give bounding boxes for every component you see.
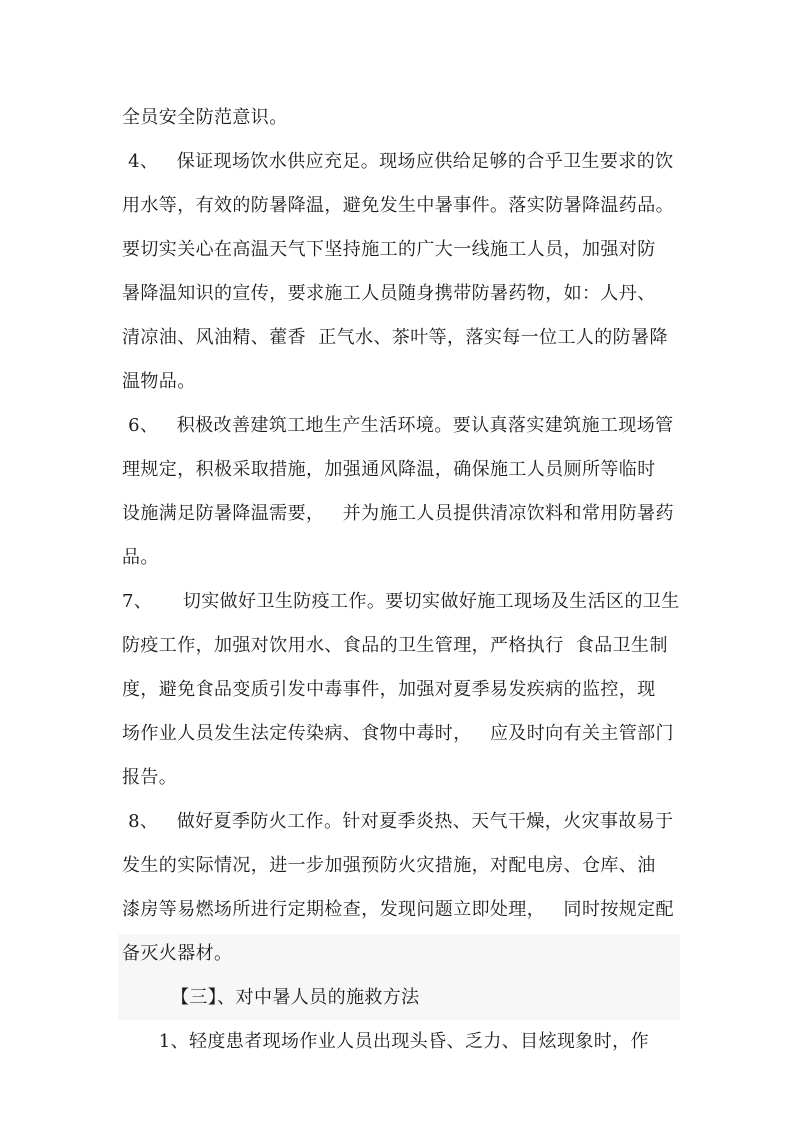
- text-line: 温物品。: [122, 371, 196, 392]
- text-line: 理规定，积极采取措施，加强通风降温，确保施工人员厕所等临时: [122, 459, 656, 480]
- text-line: 发生的实际情况，进一步加强预防火灾措施，对配电房、仓库、油: [122, 855, 656, 876]
- text-line: 全员安全防范意识。: [122, 107, 288, 128]
- text-line: 备灭火器材。: [122, 943, 233, 964]
- text-line: 用水等，有效的防暑降温，避免发生中暑事件。落实防暑降温药品。: [122, 195, 674, 216]
- text-line: 1、轻度患者现场作业人员出现头昏、乏力、目炫现象时，作: [122, 1031, 649, 1052]
- text-line: 清凉油、风油精、藿香 正气水、茶叶等，落实每一位工人的防暑降: [122, 327, 668, 348]
- text-line: 要切实关心在高温天气下坚持施工的广大一线施工人员，加强对防: [122, 239, 656, 260]
- section-heading: 【三】、对中暑人员的施救方法: [122, 987, 420, 1008]
- text-line: 度，避免食品变质引发中毒事件，加强对夏季易发疾病的监控，现: [122, 679, 656, 700]
- text-line: 漆房等易燃场所进行定期检查，发现问题立即处理， 同时按规定配: [122, 899, 674, 920]
- text-line: 暑降温知识的宣传，要求施工人员随身携带防暑药物，如：人丹、: [122, 283, 656, 304]
- text-line: 设施满足防暑降温需要， 并为施工人员提供清凉饮料和常用防暑药: [122, 503, 674, 524]
- text-line: 8、 做好夏季防火工作。针对夏季炎热、天气干燥，火灾事故易于: [122, 811, 674, 832]
- text-line: 7、 切实做好卫生防疫工作。要切实做好施工现场及生活区的卫生: [122, 591, 680, 612]
- text-line: 6、 积极改善建筑工地生产生活环境。要认真落实建筑施工现场管: [122, 415, 674, 436]
- text-line: 4、 保证现场饮水供应充足。现场应供给足够的合乎卫生要求的饮: [122, 151, 674, 172]
- text-line: 场作业人员发生法定传染病、食物中毒时， 应及时向有关主管部门: [122, 723, 674, 744]
- text-line: 报告。: [122, 767, 178, 788]
- text-line: 防疫工作，加强对饮用水、食品的卫生管理，严格执行 食品卫生制: [122, 635, 668, 656]
- text-line: 品。: [122, 547, 159, 568]
